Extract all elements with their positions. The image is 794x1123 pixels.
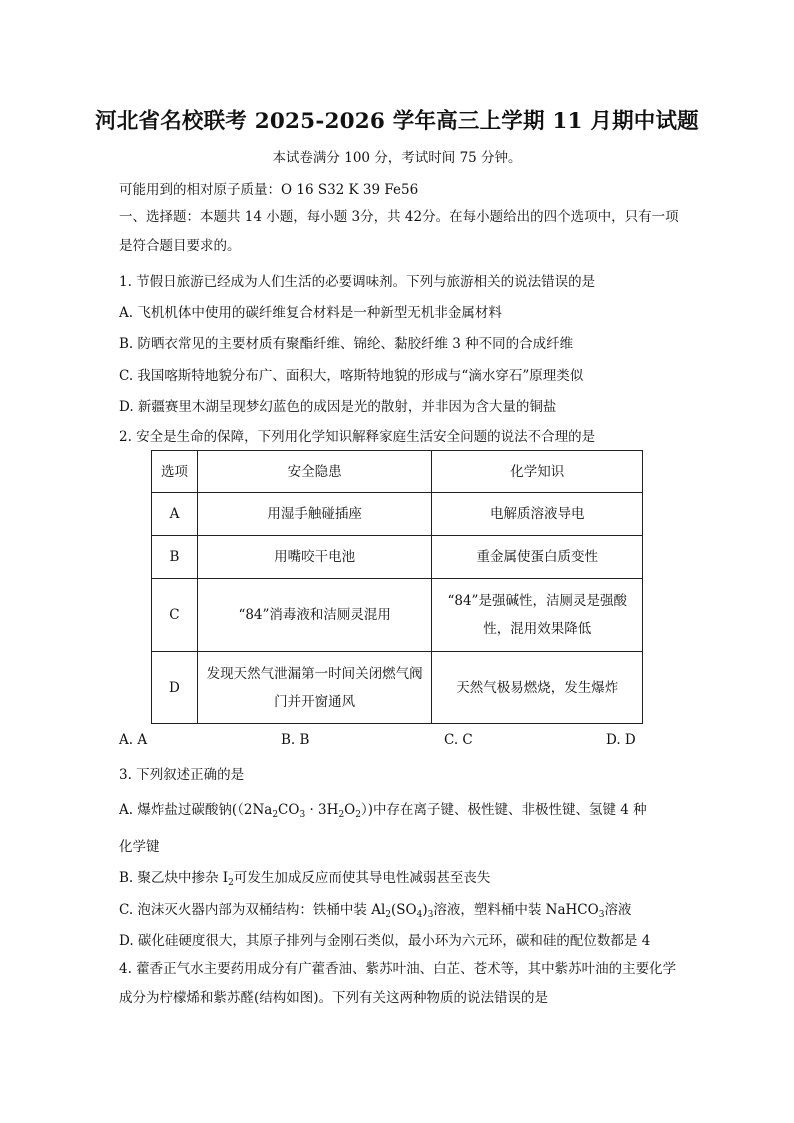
- question-3-option-b: B. 聚乙炔中掺杂 $I_2$可发生加成反应而使其导电性减弱甚至丧失: [119, 870, 491, 888]
- choice-c: C. C: [444, 732, 473, 748]
- table-row: [152, 536, 643, 579]
- table-cell: C: [152, 579, 198, 652]
- table-cell: 重金属使蛋白质变性: [432, 536, 643, 579]
- question-3-stem: 3. 下列叙述正确的是: [119, 767, 245, 783]
- table-header-cell: 安全隐患: [197, 451, 431, 493]
- table-header-row: [152, 451, 643, 493]
- atomic-mass-note: 可能用到的相对原子质量：O 16 S32 K 39 Fe56: [119, 182, 419, 198]
- question-3-option-c: C. 泡沫灭火器内部为双桶结构：铁桶中装 $Al_2(SO_4)_3$溶液，塑料桶中装 NaHCO$_3$溶液: [119, 902, 632, 920]
- table-cell: D: [152, 652, 198, 724]
- question-3-option-a-cont: 化学键: [119, 839, 160, 855]
- table-row: [152, 579, 643, 652]
- table-cell: B: [152, 536, 198, 579]
- exam-instructions: 本试卷满分 100 分，考试时间 75 分钟。: [272, 150, 522, 166]
- table-cell: 电解质溶液导电: [432, 493, 643, 536]
- section-heading: 一、选择题：本题共 14 小题，每小题 3分，共 42分。在每小题给出的四个选项中，只有一项是符合题目要求的。: [119, 209, 679, 254]
- page-title: 河北省名校联考 2025-2026 学年高三上学期 11 月期中试题: [95, 109, 699, 134]
- table-header-cell: 化学知识: [432, 451, 643, 493]
- question-1-option-b: B. 防晒衣常见的主要材质有聚酯纤维、锦纶、黏胶纤维 3 种不同的合成纤维: [119, 336, 574, 352]
- question-1-option-a: A. 飞机机体中使用的碳纤维复合材料是一种新型无机非金属材料: [119, 305, 502, 321]
- question-1-stem: 1. 节假日旅游已经成为人们生活的必要调味剂。下列与旅游相关的说法错误的是: [119, 274, 596, 290]
- table-cell: 用嘴咬干电池: [197, 536, 431, 579]
- question-4-stem: 4. 藿香正气水主要药用成分有广藿香油、紫苏叶油、白芷、苍术等，其中紫苏叶油的主要化学成分为柠檬烯和紫苏醛(结构如图)。下列有关这两种物质的说法错误的是: [119, 961, 677, 1006]
- table-row: [152, 652, 643, 724]
- question-2-choices: [119, 732, 639, 752]
- table-cell: A: [152, 493, 198, 536]
- question-3-option-a: A. 爆炸盐过碳酸钠$((2Na_2CO_3 \cdot 3H_2O_2))$中存在离子键、极性键、非极性键、氢键 4 种: [119, 802, 647, 820]
- question-3-option-d: D. 碳化硅硬度很大，其原子排列与金刚石类似，最小环为六元环，碳和硅的配位数都是 4: [119, 933, 651, 949]
- table-header-cell: 选项: [152, 451, 198, 493]
- table-cell: 用湿手触碰插座: [197, 493, 431, 536]
- question-2-stem: 2. 安全是生命的保障，下列用化学知识解释家庭生活安全问题的说法不合理的是: [119, 429, 596, 445]
- table-row: [152, 493, 643, 536]
- choice-a: A. A: [119, 732, 148, 748]
- table-cell: “84”消毒液和洁厕灵混用: [197, 579, 431, 652]
- table-cell: 发现天然气泄漏第一时间关闭燃气阀门并开窗通风: [197, 652, 431, 724]
- table-cell: 天然气极易燃烧，发生爆炸: [432, 652, 643, 724]
- choice-b: B. B: [281, 732, 310, 748]
- question-1-option-c: C. 我国喀斯特地貌分布广、面积大，喀斯特地貌的形成与“滴水穿石”原理类似: [119, 368, 584, 384]
- table-cell: “84”是强碱性，洁厕灵是强酸性，混用效果降低: [432, 579, 643, 652]
- safety-table: [151, 450, 643, 724]
- question-1-option-d: D. 新疆赛里木湖呈现梦幻蓝色的成因是光的散射，并非因为含大量的铜盐: [119, 399, 557, 415]
- choice-d: D. D: [606, 732, 636, 748]
